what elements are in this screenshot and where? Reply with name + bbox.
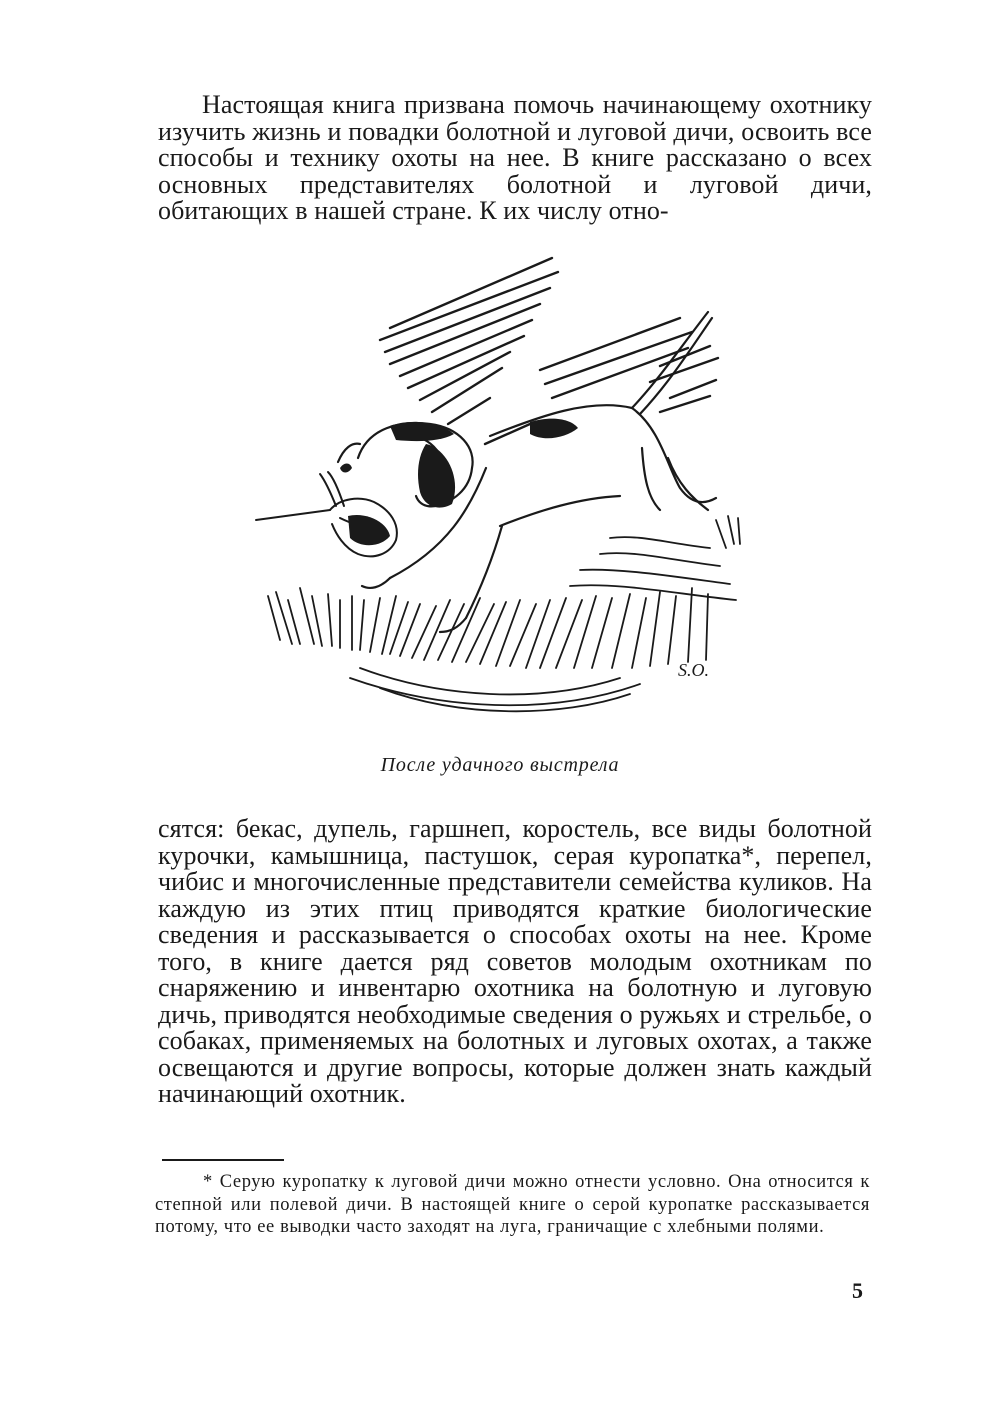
dog-retrieving-snipe-illustration bbox=[240, 248, 760, 718]
intro-paragraph: Настоящая книга призвана помочь начинающему охотнику изучить жизнь и повадки болотной и луговой дичи, освоить все способы и технику охоты на нее. В книге рассказано о всех основных представителях болотной и луговой дичи, обитающих в нашей стране. К их числу отно- bbox=[158, 90, 872, 225]
body-paragraph: сятся: бекас, дупель, гаршнеп, коростель, все виды болотной курочки, камышница, пастушок, серая куропатка*, перепел, чибис и многочисленные представители семейства куликов. На каждую из этих птиц приводятся краткие биологические сведения и рассказывается о способах охоты на нее. Кроме того, в книге дается ряд советов молодым охотникам по снаряжению и инвентарю охотника на болотную и луговую дичь, приводятся необходимые сведения о ружьях и стрельбе, о собаках, применяемых на болотных и луговых охотах, а также освещаются и другие вопросы, которые должен знать каждый начинающий охотник. bbox=[158, 814, 872, 1108]
page-number: 5 bbox=[852, 1278, 863, 1303]
footnote-separator bbox=[162, 1159, 284, 1161]
illustration-drawing bbox=[240, 248, 760, 718]
snipe-wing bbox=[348, 515, 390, 545]
grass-tufts bbox=[268, 516, 740, 711]
illustration-caption: После удачного выстрела bbox=[380, 754, 620, 776]
artist-signature: S.O. bbox=[678, 660, 709, 680]
speed-lines bbox=[380, 258, 718, 444]
dog-outline bbox=[338, 312, 716, 632]
footnote: * Серую куропатку к луговой дичи можно отнести условно. Она относится к степной или полевой дичи. В настоящей книге о серой куропатке рассказывается потому, что ее выводки часто заходят на луга, граничащие с хлебными полями. bbox=[155, 1172, 870, 1237]
